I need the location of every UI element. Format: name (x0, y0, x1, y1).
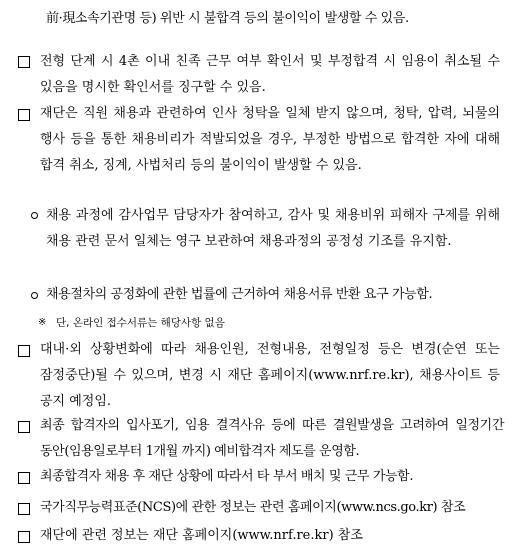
notice-text: 채용 과정에 감사업무 담당자가 참여하고, 감사 및 채용비위 피해자 구제를 위해 채용 관련 문서 일체는 영구 보관하여 채용과정의 공정성 기조를 유지함. (46, 208, 500, 249)
checkbox-square-icon (18, 472, 30, 484)
reference-mark-icon: ※ (38, 317, 47, 328)
checkbox-square-icon (18, 531, 30, 543)
notice-text: 재단은 직원 채용과 관련하여 인사 청탁을 일체 받지 않으며, 청탁, 압력, 뇌물의 행사 등을 통한 채용비리가 적발되었을 경우, 부정한 방법으로 합격한 자에 대해 합격 취소, 징계, 사법처리 등의 불이익이 발생할 수 있음. (40, 106, 500, 173)
checkbox-square-icon (18, 345, 30, 357)
checkbox-square-icon (18, 503, 30, 515)
notice-text: 前·現소속기관명 등) 위반 시 불합격 등의 불이익이 발생할 수 있음. (46, 11, 409, 26)
checkbox-square-icon (18, 109, 30, 121)
notice-text: 최종 합격자의 입사포기, 임용 결격사유 등에 따른 결원발생을 고려하여 일정기간 동안(임용일로부터 1개월 까지) 예비합격자 제도를 운영함. (40, 418, 504, 459)
notice-text: 전형 단계 시 4촌 이내 친족 근무 여부 확인서 및 부정합격 시 임용이 취소될 수 있음을 명시한 확인서를 징구할 수 있음. (40, 54, 500, 95)
notice-text: 대내·외 상황변화에 따라 채용인원, 전형내용, 전형일정 등은 변경(순연 또는 잠정중단)될 수 있으며, 변경 시 재단 홈페이지(www.nrf.re.kr), 채용사이트 등 공지 예정임. (40, 342, 500, 409)
circle-bullet-icon (31, 292, 38, 299)
checkbox-square-icon (18, 421, 30, 433)
notice-text: 최종합격자 채용 후 재단 상황에 따라서 타 부서 배치 및 근무 가능함. (40, 469, 414, 484)
note-text: 단, 온라인 접수서류는 해당사항 없음 (56, 317, 225, 329)
notice-text: 재단에 관련 정보는 재단 홈페이지(www.nrf.re.kr) 참조 (40, 528, 363, 543)
notice-text: 국가직무능력표준(NCS)에 관한 정보는 관련 홈페이지(www.ncs.go.kr) 참조 (40, 500, 466, 515)
checkbox-square-icon (18, 56, 30, 68)
notice-text: 채용절차의 공정화에 관한 법률에 근거하여 채용서류 반환 요구 가능함. (46, 287, 433, 302)
circle-bullet-icon (31, 212, 38, 219)
